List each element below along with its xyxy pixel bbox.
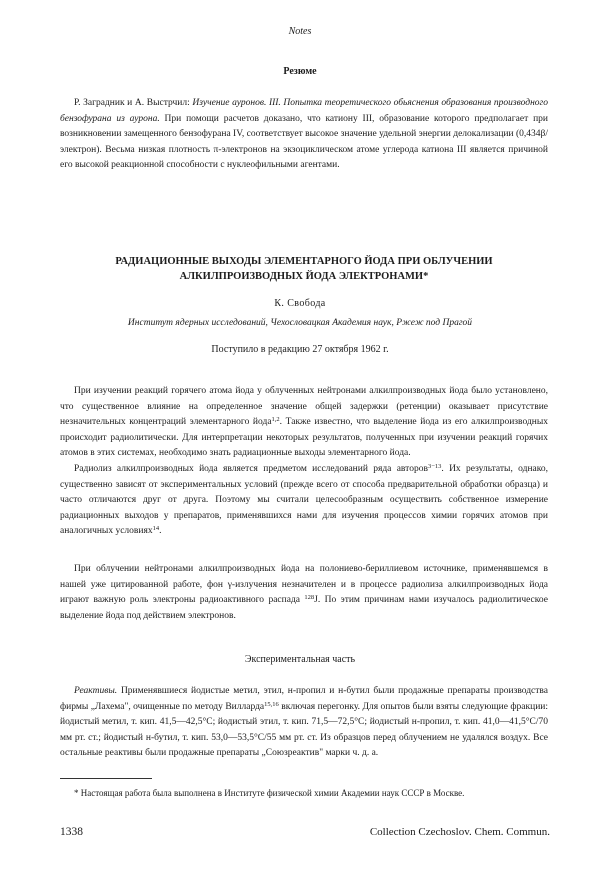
- footnote: * Настоящая работа была выполнена в Институте физической химии Академии наук СССР в Москве.: [74, 788, 465, 798]
- article-affiliation: Институт ядерных исследований, Чехословацкая Академия наук, Ржеж под Прагой: [127, 318, 473, 328]
- received-date: Поступило в редакцию 27 октября 1962 г.: [211, 344, 389, 355]
- article-author: К. Свобода: [274, 298, 326, 309]
- page-number: 1338: [60, 826, 83, 838]
- journal-name: Collection Czechoslov. Chem. Commun.: [369, 826, 550, 838]
- reagents-lead: Реактивы.: [74, 686, 118, 696]
- resume-heading: Резюме: [283, 66, 317, 77]
- section-heading: Экспериментальная часть: [244, 654, 356, 665]
- resume-title: Изучение ауронов. III. Попытка теоретического обьяснения образования производного бензофурана из аурона.: [60, 98, 548, 124]
- reference-mark: 15,16: [264, 700, 279, 708]
- reference-mark: 14: [152, 525, 160, 533]
- reagents-paragraph: Реактивы. Применявшиеся йодистые метил, этил, н-пропил и н-бутил были продажные препараты производства фирмы „Лахема", очищенные по методу Вилларда$^{15,16}$ включая перегонку. Для опытов были взяты следующие фракции: йодистый метил, т. кип. 41,5—42,5°C; йодистый этил, т. кип. 71,5—72,5°C; йодистый н-пропил, т. кип. 41,0—41,5°C/70 мм рт. ст.; йодистый н-бутил, т. кип. 53,0—53,5°C/55 мм рт. ст. Из образцов перед облучением не удалялся воздух. Все остальные реактивы были продажные препараты „Союзреактив" марки ч. д. а.: [60, 686, 548, 759]
- reference-mark: 3−13: [427, 463, 442, 470]
- body-paragraph-3: При облучении нейтронами алкилпроизводных йода на полониево-бериллиевом источнике, применявшемся в нашей уже цитированной работе, фон γ-излучения незначителен и в процессе радиолиза алкилпроизводных йода играют важную роль электроны радиоактивного распада $^{128}$J. По этим причинам нами изучалось радиолитическое выделение йода под действием электронов.: [60, 564, 548, 621]
- resume-body: При помощи расчетов доказано, что катиону III, образование которого предполагает при возникновении замещенного бензофурана IV, соответствует высокое значение удельной энергии делокализации (0,434β/электрон). Весьма низкая плотность π-электронов на экзоциклическом атоме углерода катиона III является причиной его высокой реакционной способности с нуклеофильными агентами.: [60, 113, 548, 171]
- body-paragraph-2: Радиолиз алкилпроизводных йода является предметом исследований ряда авторов$^{3-13}$. Их результаты, однако, существенно зависят от экспериментальных условий (прежде всего от способа предварительной обработки образца) и часто отличаются друг от друга. Поэтому мы считали целесообразным осуществить собственное измерение радиационных выходов у препаратов, применявшихся нами для изучения процессов химии горячих атомов при аналогичных условиях$^{14}$.: [60, 463, 548, 537]
- running-header: Notes: [288, 26, 312, 37]
- reference-mark: 128: [304, 594, 315, 602]
- resume-authors: Р. Заградник и А. Выстрчил:: [74, 98, 193, 108]
- reference-mark: 1,2: [271, 416, 280, 424]
- footnote-rule: [60, 778, 152, 779]
- body-paragraph-1: При изучении реакций горячего атома йода у облученных нейтронами алкилпроизводных йода было установлено, что существенное влияние на определенное значение общей задержки (ретенции) оказывает присутствие незначительных концентраций элементарного йода$^{1,2}$. Также известно, что выделение йода из его алкилпроизводных происходит радиолитически. Для интерпретации некоторых результатов, полученных при изучении реакций горячих атомов в этих системах, необходимо знать радиационные выходы элементарного йода.: [60, 386, 548, 459]
- article-title: [60, 254, 548, 284]
- resume-paragraph: [60, 96, 548, 174]
- article-title-line-1: РАДИАЦИОННЫЕ ВЫХОДЫ ЭЛЕМЕНТАРНОГО ЙОДА ПРИ ОБЛУЧЕНИИ: [115, 256, 493, 267]
- article-title-line-2: АЛКИЛПРОИЗВОДНЫХ ЙОДА ЭЛЕКТРОНАМИ*: [179, 271, 429, 282]
